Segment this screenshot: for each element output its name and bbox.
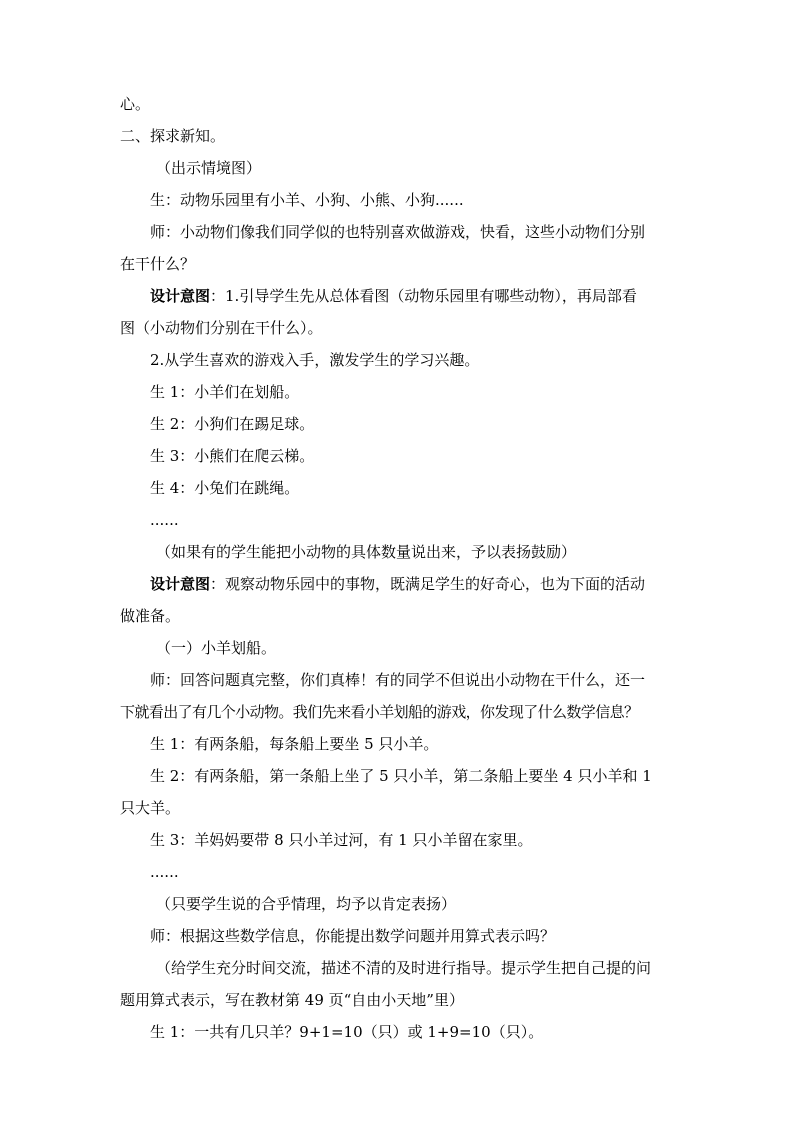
text-line: 生 1：有两条船，每条船上要坐 5 只小羊。 xyxy=(150,735,439,753)
design-intent-line: 设计意图：1.引导学生先从总体看图（动物乐园里有哪些动物），再局部看 xyxy=(150,287,637,305)
text-line: 生 3：小熊们在爬云梯。 xyxy=(150,447,315,465)
text-line: 在干什么？ xyxy=(120,255,196,273)
text-line: 2.从学生喜欢的游戏入手，激发学生的学习兴趣。 xyxy=(150,351,480,369)
text-line: 师：小动物们像我们同学似的也特别喜欢做游戏，快看，这些小动物们分别 xyxy=(150,223,646,241)
ellipsis-line: ...... xyxy=(150,863,179,881)
text-line: 师：根据这些数学信息，你能提出数学问题并用算式表示吗？ xyxy=(150,927,556,945)
text-line: 下就看出了有几个小动物。我们先来看小羊划船的游戏，你发现了什么数学信息？ xyxy=(120,703,639,721)
design-intent-label: 设计意图 xyxy=(150,575,211,593)
text-line: 做准备。 xyxy=(120,607,181,625)
text-line: （如果有的学生能把小动物的具体数量说出来，予以表扬鼓励） xyxy=(156,543,577,561)
design-intent-line: 设计意图：观察动物乐园中的事物，既满足学生的好奇心，也为下面的活动 xyxy=(150,575,646,593)
text-line: 生 2：小狗们在踢足球。 xyxy=(150,415,315,433)
text-line: 师：回答问题真完整，你们真棒！有的同学不但说出小动物在干什么，还一 xyxy=(150,671,646,689)
text-line: 心。 xyxy=(120,95,151,113)
text-line: 图（小动物们分别在干什么）。 xyxy=(120,319,323,337)
subsection-heading: （一）小羊划船。 xyxy=(156,639,277,657)
text-line: 生 1：小羊们在划船。 xyxy=(150,383,300,401)
design-intent-label: 设计意图 xyxy=(150,287,211,305)
text-line: 题用算式表示，写在教材第 49 页“自由小天地”里） xyxy=(120,991,464,1009)
text-line: 生 4：小兔们在跳绳。 xyxy=(150,479,300,497)
document-page xyxy=(120,88,676,1048)
section-heading: 二、探求新知。 xyxy=(120,127,226,145)
text-line: （只要学生说的合乎情理，均予以肯定表扬） xyxy=(156,895,457,913)
text-line: （出示情境图） xyxy=(156,159,262,177)
ellipsis-line: ...... xyxy=(150,511,179,529)
text-line: 只大羊。 xyxy=(120,799,181,817)
text-line: 生 1：一共有几只羊？9+1=10（只）或 1+9=10（只）。 xyxy=(150,1023,544,1041)
text-line: 生 2：有两条船，第一条船上坐了 5 只小羊，第二条船上要坐 4 只小羊和 1 xyxy=(150,767,652,785)
text-line: （给学生充分时间交流，描述不清的及时进行指导。提示学生把自己提的问 xyxy=(156,959,652,977)
text-line: 生 3：羊妈妈要带 8 只小羊过河，有 1 只小羊留在家里。 xyxy=(150,831,533,849)
text-line: 生：动物乐园里有小羊、小狗、小熊、小狗...... xyxy=(150,191,464,209)
